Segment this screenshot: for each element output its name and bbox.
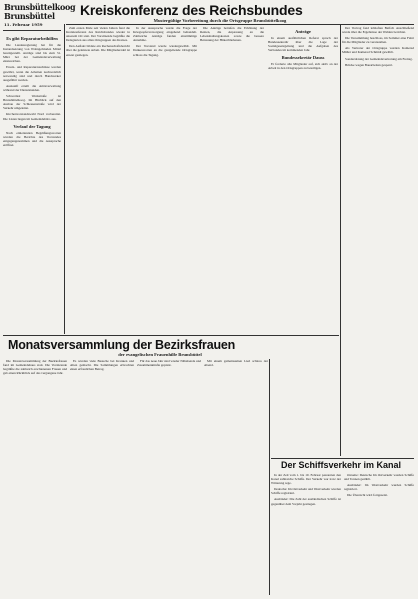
paragraph: Auskunft erteilt die Amtsverwaltung während der Dienststunden. — [3, 83, 61, 92]
paragraph: Als Vertreter der Ortsgruppe wurden Kamerad Müller und Kamerad Schmidt gewählt. — [342, 46, 414, 55]
column-left — [3, 33, 61, 293]
paragraph: Die Landesregierung hat für die Instandsetzung von Wohngebäuden Mittel bereitgestellt. Anträge sind bis zum 31. März bei der Gemeindeverwaltung einzureichen. — [3, 43, 61, 64]
paragraph: Der Vorstand wurde wiedergewählt. Mit Dankesworten an die gastgebende Ortsgruppe schloss die Tagung. — [133, 44, 197, 57]
paragraph: Mit einem gemeinsamen Lied schloss der Abend. — [204, 359, 268, 368]
paragraph: In der Aussprache wurde die Frage der Kriegsopferversorgung eingehend behandelt. Zahlreiche Anträge fanden einstimmige Annahme. — [133, 26, 197, 43]
paragraph: Er forderte alle Mitglieder auf, sich aktiv an der Arbeit in den Ortsgruppen zu beteiligen. — [268, 62, 338, 71]
news-item: Brücke wegen Bauarbeiten gesperrt. — [345, 62, 393, 67]
paragraph: Nach einleitenden Begrüßungsworten wurden die Berichte des Vorstandes entgegengenommen und die Aussprache eröffnet. — [3, 130, 61, 147]
masthead-line1: Brunsbüttelkoog — [4, 2, 76, 12]
paragraph: Der Vortrag fand lebhaften Beifall. Anschließend wurde über die Ergebnisse der Wahlen berichtet. — [342, 26, 414, 35]
paragraph: Ostseite: Deutsche Im Ostverkehr wurden Schiffe und Tonnen gezählt. — [344, 473, 414, 482]
schiffsverkehr-headline: Der Schiffsverkehr im Kanal — [281, 460, 402, 470]
news-item: Schwerlast Werkstraße ist Brunsbüttelkoog. Im Hinblick auf den Ausbau der Schleusenstraße wird der Verkehr umgeleitet. — [3, 94, 61, 111]
masthead-date: 11. Februar 1959 — [4, 22, 43, 27]
divider — [3, 335, 339, 336]
divider — [271, 458, 414, 459]
paragraph: Es wurden viele Besuche bei Kranken und Alten gemacht. Die Sammlungen erbrachten einen erfreulichen Betrag. — [70, 359, 134, 372]
column-rule — [64, 24, 65, 334]
monat-col3 — [137, 359, 201, 595]
monat-col2 — [70, 359, 134, 595]
news-item: Sondersitzung der Gemeindevertretung am Freitag. — [345, 56, 413, 61]
paragraph: Ausländer: Die Zahl der ausländischen Schiffe ist gegenüber dem Vorjahr gestiegen. — [271, 497, 341, 506]
masthead — [4, 2, 76, 27]
paragraph: Zum ersten Male seit vielen Jahren fand die Kreiskonferenz des Reichsbundes wieder in unserem Ort statt. Der Vorsitzende begrüßte die Delegierten aus allen Ortsgruppen des Kreises. — [66, 26, 130, 43]
kreiskonferenz-kicker: Mustergültige Vorbereitung durch die Ortsgruppe Brunsbüttelkoog — [153, 18, 287, 23]
paragraph: Deutsche: Im Ostverkehr und Westverkehr wurden Schiffe registriert. — [271, 487, 341, 496]
column-right — [342, 26, 414, 446]
column-rule — [269, 359, 270, 595]
heading-antraege: Anträge — [295, 29, 311, 34]
monatsversammlung-kicker: der evangelischen Frauenhilfe Brunsbüttel — [118, 352, 202, 357]
kreiskonferenz-col2 — [133, 26, 197, 288]
paragraph: Ausländer: Im Westverkehr wurden Schiffe registriert. — [344, 483, 414, 492]
divider — [66, 24, 414, 25]
heading-reparaturbeihilfen: Es gibt Reparaturbeihilfen — [6, 36, 58, 41]
monat-col1 — [3, 359, 67, 595]
paragraph: Die Anträge betrafen die Erhöhung der Renten, die Anpassung an die Lebenshaltungskosten sowie die bessere Betreuung der Hinterbliebenen. — [200, 26, 264, 43]
schiff-col2 — [344, 473, 414, 595]
masthead-line2: Brunsbüttel — [4, 11, 55, 21]
paragraph: Die Versammlung beschloss, im Sommer eine Fahrt für die Mitglieder zu veranstalten. — [342, 36, 414, 45]
paragraph: Den Auftakt bildete ein Rechenschaftsbericht über die geleistete Arbeit. Die Mitgliederzahl ist erneut gestiegen. — [66, 44, 130, 57]
paragraph: Für das neue Jahr sind wieder Nähabende und Zusammenkünfte geplant. — [137, 359, 201, 368]
paragraph: Die Übersicht wird fortgesetzt. — [347, 493, 388, 498]
schiff-col1 — [271, 473, 341, 595]
kreiskonferenz-headline: Kreiskonferenz des Reichsbundes — [80, 2, 303, 18]
column-rule — [340, 24, 341, 456]
news-item: Kirchenvorstandswahl Nord vorbereitet. Die Listen liegen im Gemeindebüro aus. — [3, 112, 61, 121]
paragraph: In einem ausführlichen Referat sprach der Bundessekretär über die Lage der Sozialgesetzgebung und die Aufgaben des Verbandes im kommenden Jahr. — [268, 36, 338, 53]
monatsversammlung-headline: Monatsversammlung der Bezirksfrauen — [8, 338, 236, 352]
heading-verlauf: Verlauf der Tagung — [13, 123, 51, 129]
divider — [3, 30, 61, 31]
paragraph: Ersatz- und Reparaturzuschüsse werden gewährt, wenn die Arbeiten nachweislich notwendig sind und durch Handwerker ausgeführt werden. — [3, 65, 61, 82]
kreiskonferenz-col3 — [200, 26, 264, 288]
heading-bundessekretaer: Bundessekretär Dauss — [281, 55, 325, 61]
kreiskonferenz-col4 — [268, 26, 338, 288]
kreiskonferenz-col1 — [66, 26, 130, 288]
monat-col4 — [204, 359, 268, 595]
paragraph: In der Zeit vom 1. bis 10. Februar passierten den Kanal zahlreiche Schiffe. Der Verkehr war trotz der Witterung rege. — [271, 473, 341, 486]
paragraph: Die Monatsversammlung der Bezirksfrauen fand im Gemeindehaus statt. Die Vorsitzende begrüßte die zahlreich erschienenen Frauen und gab einen Rückblick auf das vergangene Jahr. — [3, 359, 67, 376]
